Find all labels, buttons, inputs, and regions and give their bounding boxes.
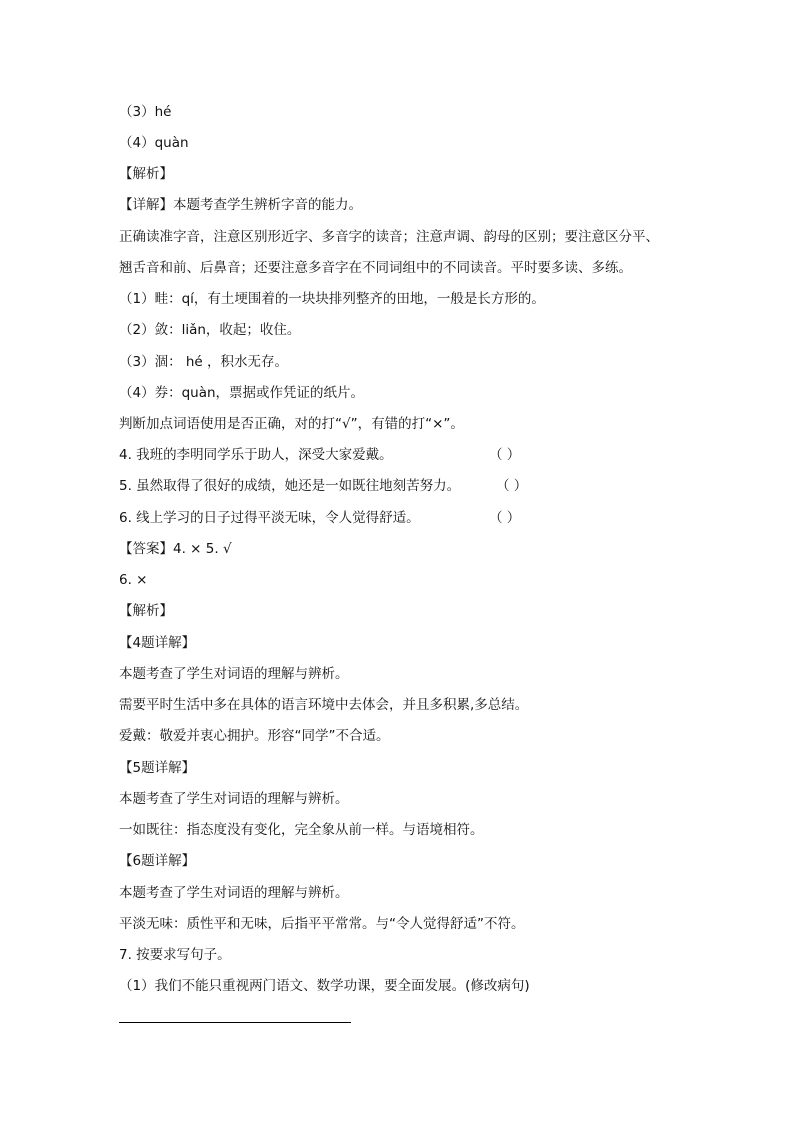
explanation-1: （1）畦：qí，有土埂围着的一块块排列整齐的田地，一般是长方形的。 <box>119 291 545 307</box>
q6-detail-heading: 【6题详解】 <box>119 853 196 869</box>
q5-detail-line-1: 本题考查了学生对词语的理解与辨析。 <box>119 791 349 807</box>
pinyin-answer-4: （4）quàn <box>119 135 189 151</box>
detail-paragraph-line-2: 翘舌音和前、后鼻音；还要注意多音字在不同词组中的不同读音。平时要多读、多练。 <box>119 260 632 276</box>
question-instruction: 判断加点词语使用是否正确，对的打“√”，有错的打“×”。 <box>119 416 464 432</box>
q6-detail-line-2: 平淡无味：质性平和无味，后指平平常常。与“令人觉得舒适”不符。 <box>119 916 525 932</box>
q6-detail-line-1: 本题考查了学生对词语的理解与辨析。 <box>119 885 349 901</box>
q4-detail-line-2: 需要平时生活中多在具体的语言环境中去体会，并且多积累,多总结。 <box>119 697 529 713</box>
question-4: 4. 我班的李明同学乐于助人，深受大家爱戴。 <box>119 447 393 463</box>
analysis-heading-2: 【解析】 <box>119 603 173 619</box>
explanation-3: （3）涸： hé ，积水无存。 <box>119 354 289 370</box>
pinyin-answer-3: （3）hé <box>119 104 172 120</box>
question-7: 7. 按要求写句子。 <box>119 947 231 963</box>
answer-line: 【答案】4. × 5. √ <box>119 541 232 557</box>
question-6: 6. 线上学习的日子过得平淡无味，令人觉得舒适。 <box>119 510 420 526</box>
explanation-2: （2）敛：liǎn，收起；收住。 <box>119 322 301 338</box>
analysis-heading: 【解析】 <box>119 166 173 182</box>
answer-bracket-5: （ ） <box>496 478 528 494</box>
detail-paragraph-line-1: 正确读准字音，注意区别形近字、多音字的读音；注意声调、韵母的区别；要注意区分平、 <box>119 229 659 245</box>
q5-detail-heading: 【5题详解】 <box>119 760 196 776</box>
answer-6: 6. × <box>119 572 148 588</box>
detail-heading: 【详解】本题考查学生辨析字音的能力。 <box>119 197 362 213</box>
answer-bracket-6: （ ） <box>489 510 521 526</box>
question-5: 5. 虽然取得了很好的成绩，她还是一如既往地刻苦努力。 <box>119 478 461 494</box>
q4-detail-line-3: 爱戴：敬爱并衷心拥护。形容“同学”不合适。 <box>119 728 390 744</box>
explanation-4: （4）券：quàn，票据或作凭证的纸片。 <box>119 385 365 401</box>
question-7-part-1: （1）我们不能只重视两门语文、数学功课，要全面发展。(修改病句) <box>119 978 530 994</box>
q4-detail-heading: 【4题详解】 <box>119 635 196 651</box>
q4-detail-line-1: 本题考查了学生对词语的理解与辨析。 <box>119 666 349 682</box>
q5-detail-line-2: 一如既往：指态度没有变化，完全象从前一样。与语境相符。 <box>119 822 484 838</box>
footnote-divider <box>119 1022 351 1023</box>
answer-bracket-4: （ ） <box>489 447 521 463</box>
